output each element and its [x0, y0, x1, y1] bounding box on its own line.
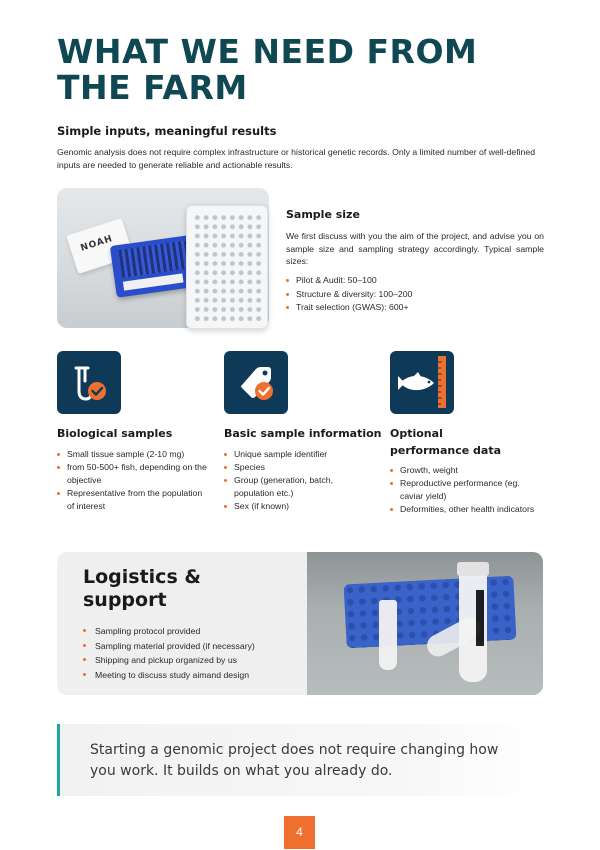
list-item: Pilot & Audit: 50–100	[286, 274, 544, 288]
logistics-heading: Logistics & support	[83, 566, 201, 611]
biological-samples-list	[57, 448, 207, 513]
column-heading: Optional performance data	[390, 427, 502, 457]
intro-text: Genomic analysis does not require complex infrastructure or historical genetic records. Only a limited number of well-defined inputs are needed to generate reliable and actionable results.	[57, 147, 536, 170]
list-item: Unique sample identifier	[224, 448, 374, 461]
page-number: 4	[284, 816, 315, 849]
list-item: Representative from the population of interest	[57, 487, 207, 513]
logistics-panel	[57, 552, 543, 695]
intro-heading: Simple inputs, meaningful results	[57, 124, 277, 138]
list-item: Meeting to discuss study aimand design	[83, 668, 303, 683]
tag-check-icon	[224, 351, 288, 414]
list-item: Sex (if known)	[224, 500, 374, 513]
list-item: Species	[224, 461, 374, 474]
list-item: Trait selection (GWAS): 600+	[286, 301, 544, 315]
list-item: Growth, weight	[390, 464, 540, 477]
column-heading: Basic sample information	[224, 427, 382, 440]
list-item: Structure & diversity: 100–200	[286, 288, 544, 302]
fish-ruler-icon	[390, 351, 454, 414]
sample-size-list	[286, 274, 544, 315]
list-item: Small tissue sample (2-10 mg)	[57, 448, 207, 461]
list-item: Reproductive performance (eg. caviar yield)	[390, 477, 540, 503]
logistics-list	[83, 624, 303, 682]
list-item: Shipping and pickup organized by us	[83, 653, 303, 668]
sample-size-text: We first discuss with you the aim of the project, and advise you on sample size and sampling strategy accordingly. Typical sample sizes:	[286, 231, 544, 266]
page-title: WHAT WE NEED FROM THE FARM	[57, 32, 478, 107]
list-item: Deformities, other health indicators	[390, 503, 540, 516]
list-item: Group (generation, batch, population etc.)	[224, 474, 374, 500]
test-tube-check-icon	[57, 351, 121, 414]
quote-callout	[57, 724, 543, 796]
sample-tubes-photo	[307, 552, 543, 695]
well-plate	[186, 205, 268, 329]
sample-info-list	[224, 448, 374, 513]
box-logo: NOAH	[79, 233, 115, 254]
quote-text: Starting a genomic project does not require changing how you work. It builds on what you already do.	[90, 742, 499, 779]
sample-size-heading: Sample size	[286, 208, 360, 221]
list-item: from 50-500+ fish, depending on the objective	[57, 461, 207, 487]
list-item: Sampling protocol provided	[83, 624, 303, 639]
list-item: Sampling material provided (if necessary)	[83, 639, 303, 654]
column-heading: Biological samples	[57, 427, 173, 440]
performance-data-list	[390, 464, 540, 516]
